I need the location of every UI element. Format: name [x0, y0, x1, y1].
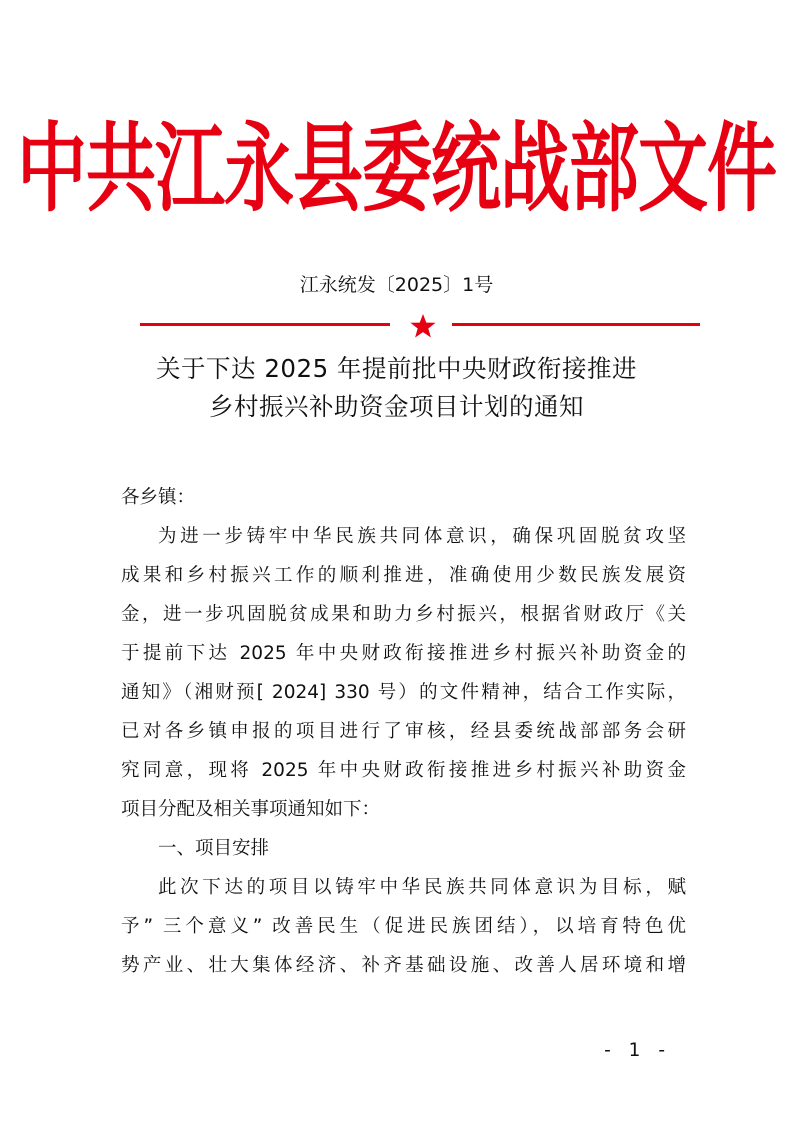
star-icon [409, 314, 437, 338]
body-line: 此次下达的项目以铸牢中华民族共同体意识为目标，赋 [158, 877, 686, 898]
salutation: 各乡镇： [121, 487, 196, 508]
body-line: 于提前下达 2025 年中央财政衔接推进乡村振兴补助资金的 [121, 643, 686, 664]
document-title [0, 350, 793, 426]
body-line: 已对各乡镇申报的项目进行了审核，经县委统战部部务会研 [121, 721, 686, 742]
masthead-title: 中共江永县委统战部文件 [17, 112, 776, 226]
document-body [121, 478, 686, 985]
section-heading: 一、项目安排 [158, 838, 270, 859]
body-line: 究同意，现将 2025 年中央财政衔接推进乡村振兴补助资金 [121, 760, 686, 781]
page-number: - 1 - [604, 1040, 671, 1061]
body-line: 势产业、壮大集体经济、补齐基础设施、改善人居环境和增 [121, 955, 686, 976]
body-line: 成果和乡村振兴工作的顺利推进，准确使用少数民族发展资 [121, 565, 686, 586]
title-line-1: 关于下达 2025 年提前批中央财政衔接推进 [156, 354, 637, 383]
separator-line-left [140, 323, 390, 326]
body-line: 项目分配及相关事项通知如下： [121, 799, 381, 820]
body-line: 通知》（湘财预[ 2024] 330 号）的文件精神，结合工作实际， [121, 682, 686, 703]
document-number: 江永统发〔2025〕1号 [299, 274, 494, 296]
body-line: 金，进一步巩固脱贫成果和助力乡村振兴，根据省财政厅《关 [121, 604, 686, 625]
title-line-2: 乡村振兴补助资金项目计划的通知 [209, 392, 584, 421]
body-line: 为进一步铸牢中华民族共同体意识，确保巩固脱贫攻坚 [158, 526, 686, 547]
body-line: 予” 三个意义” 改善民生（促进民族团结），以培育特色优 [121, 916, 686, 937]
red-separator [140, 314, 700, 336]
masthead [0, 114, 793, 224]
separator-line-right [452, 323, 700, 326]
